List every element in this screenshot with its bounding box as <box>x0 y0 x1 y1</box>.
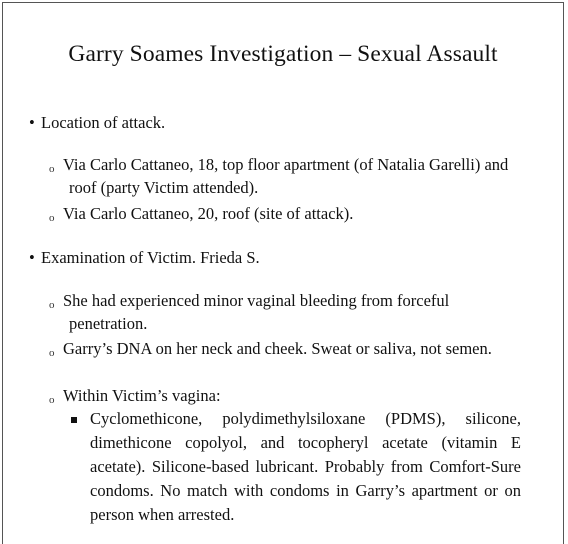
slide-page <box>2 2 564 544</box>
subbullet-text: Garry’s DNA on her neck and cheek. Sweat or saliva, not semen. <box>63 339 492 358</box>
section-heading: Examination of Victim. Frieda S. <box>41 248 260 267</box>
section-heading: Location of attack. <box>41 113 166 132</box>
circle-bullet-icon: o <box>49 163 55 175</box>
subbullet-within-victim <box>49 385 521 408</box>
subbullet-text: Via Carlo Cattaneo, 18, top floor apartment (of Natalia Garelli) and roof (party Victim attended). <box>63 155 509 197</box>
bullet-location-of-attack <box>29 111 165 134</box>
subbullet-text: She had experienced minor vaginal bleeding from forceful penetration. <box>63 291 450 333</box>
subbullet-dna <box>49 338 521 361</box>
subsubbullet-text: Cyclomethicone, polydimethylsiloxane (PDMS), silicone, dimethicone copolyol, and tocopheryl acetate (vitamin E acetate). Silicone-based lubricant. Probably from Comfort-Sure condoms. No match with condoms in Garry’s apartment or on person when arrested. <box>90 409 521 524</box>
subbullet-address-20 <box>49 203 521 226</box>
square-bullet-icon <box>71 417 77 423</box>
subbullet-text: Via Carlo Cattaneo, 20, roof (site of attack). <box>63 204 354 223</box>
circle-bullet-icon: o <box>49 347 55 359</box>
subbullet-address-18 <box>49 154 521 199</box>
circle-bullet-icon: o <box>49 212 55 224</box>
subsubbullet-lubricant <box>69 407 521 527</box>
circle-bullet-icon: o <box>49 394 55 406</box>
subbullet-text: Within Victim’s vagina: <box>63 386 221 405</box>
bullet-examination-of-victim <box>29 246 260 269</box>
bullet-dot-icon: • <box>29 113 35 132</box>
subbullet-bleeding <box>49 290 521 335</box>
slide-title: Garry Soames Investigation – Sexual Assault <box>68 41 498 67</box>
circle-bullet-icon: o <box>49 299 55 311</box>
bullet-dot-icon: • <box>29 248 35 267</box>
